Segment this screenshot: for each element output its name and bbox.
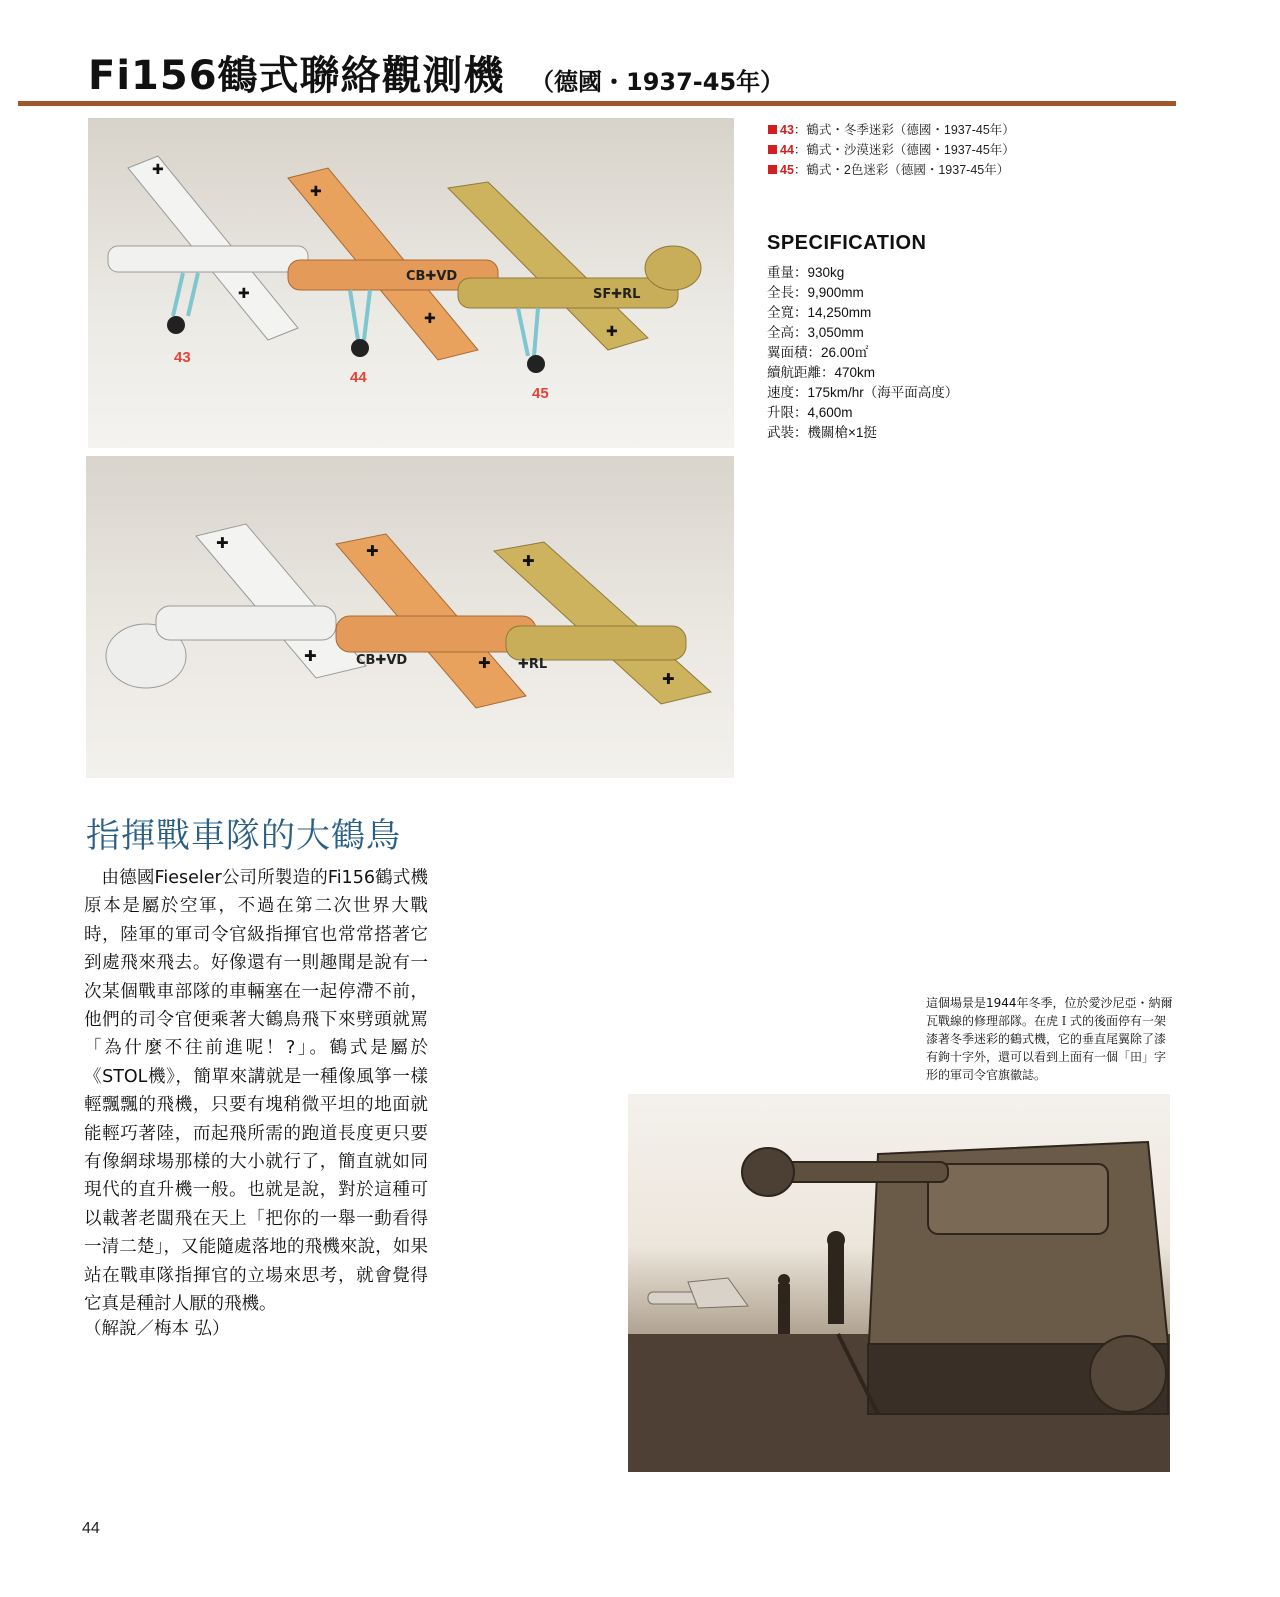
article-heading: 指揮戰車隊的大鶴鳥 <box>86 816 401 856</box>
photo-label-45: 45 <box>532 385 549 402</box>
photo-tiger-tank <box>628 1094 1170 1472</box>
svg-text:✚: ✚ <box>366 542 379 560</box>
photo-models-front <box>86 456 734 778</box>
svg-text:✚: ✚ <box>606 324 618 340</box>
svg-text:✚: ✚ <box>424 311 436 327</box>
article-credit: （解說／梅本 弘） <box>84 1319 230 1339</box>
spec-height: 全高：3,050mm <box>767 325 864 340</box>
legend-item-45: 45：鶴式・2色迷彩（德國・1937-45年） <box>768 160 1009 178</box>
soldier-figures <box>778 1231 845 1334</box>
model-45-two-tone <box>448 182 701 373</box>
spec-length: 全長：9,900mm <box>767 285 864 300</box>
spec-ceiling: 升限：4,600m <box>767 405 853 420</box>
legend-item-43: 43：鶴式・冬季迷彩（德國・1937-45年） <box>768 120 1015 138</box>
page-title: Fi156鶴式聯絡觀測機 <box>88 53 505 99</box>
svg-text:SF✚RL: SF✚RL <box>593 287 641 302</box>
fieseler-aircraft-background <box>648 1278 748 1308</box>
article-paragraph: 由德國Fieseler公司所製造的Fi156鶴式機原本是屬於空軍，不過在第二次世界大戰時，陸軍的軍司令官級指揮官也常常搭著它到處飛來飛去。好像還有一則趣聞是說有一次某個戰車部隊的車輛塞在一起停滯不前，他們的司令官便乘著大鶴鳥飛下來劈頭就罵「為什麼不往前進呢！?」。鶴式是屬於《STOL機》，簡單來講就是一種像風箏一樣輕飄飄的飛機，只要有塊稍微平坦的地面就能輕巧著陸，而起飛所需的跑道長度更只要有像網球場那樣的大小就行了，簡直就如同現代的直升機一般。也就是說，對於這種可以載著老闆飛在天上「把你的一舉一動看得一清二楚」，又能隨處落地的飛機來說，如果站在戰車隊指揮官的立場來思考，就會覺得它真是種討人厭的飛機。 <box>84 868 428 1315</box>
title-divider <box>18 101 1176 106</box>
spec-weight: 重量：930kg <box>767 265 845 280</box>
svg-text:✚: ✚ <box>216 534 229 552</box>
legend-item-44: 44：鶴式・沙漠迷彩（德國・1937-45年） <box>768 140 1015 158</box>
red-square-icon <box>768 125 777 134</box>
photo-models-side <box>88 118 734 448</box>
svg-text:✚: ✚ <box>310 184 322 200</box>
svg-text:✚: ✚ <box>662 670 675 688</box>
page-subtitle: （德國・1937-45年） <box>530 68 785 96</box>
spec-range: 續航距離：470km <box>767 365 876 380</box>
svg-text:✚: ✚ <box>238 286 250 302</box>
spec-armament: 武裝：機關槍×1挺 <box>767 425 877 440</box>
spec-span: 全寬：14,250mm <box>767 305 872 320</box>
page-number: 44 <box>82 1520 100 1537</box>
spec-speed: 速度：175km/hr（海平面高度） <box>767 385 959 400</box>
svg-text:✚: ✚ <box>478 654 491 672</box>
red-square-icon <box>768 145 777 154</box>
model-white-front <box>106 524 366 688</box>
svg-text:CB✚VD: CB✚VD <box>356 653 408 668</box>
photo-caption: 這個場景是1944年冬季，位於愛沙尼亞・納爾瓦戰線的修理部隊。在虎Ｉ式的後面停有一架漆著冬季迷彩的鶴式機，它的垂直尾翼除了漆有鉤十字外，還可以看到上面有一個「田」字形的軍司令官旗徽誌。 <box>926 996 1173 1082</box>
svg-text:✚RL: ✚RL <box>518 657 548 672</box>
svg-text:✚: ✚ <box>522 552 535 570</box>
article-body <box>84 864 428 1319</box>
photo-label-44: 44 <box>350 369 367 386</box>
svg-text:CB✚VD: CB✚VD <box>406 269 458 284</box>
spec-title: SPECIFICATION <box>767 232 927 254</box>
svg-text:✚: ✚ <box>304 647 317 665</box>
model-43-winter <box>108 156 308 340</box>
photo-label-43: 43 <box>174 349 191 366</box>
red-square-icon <box>768 165 777 174</box>
svg-text:✚: ✚ <box>152 162 164 178</box>
spec-wing-area: 翼面積：26.00㎡ <box>767 345 869 360</box>
